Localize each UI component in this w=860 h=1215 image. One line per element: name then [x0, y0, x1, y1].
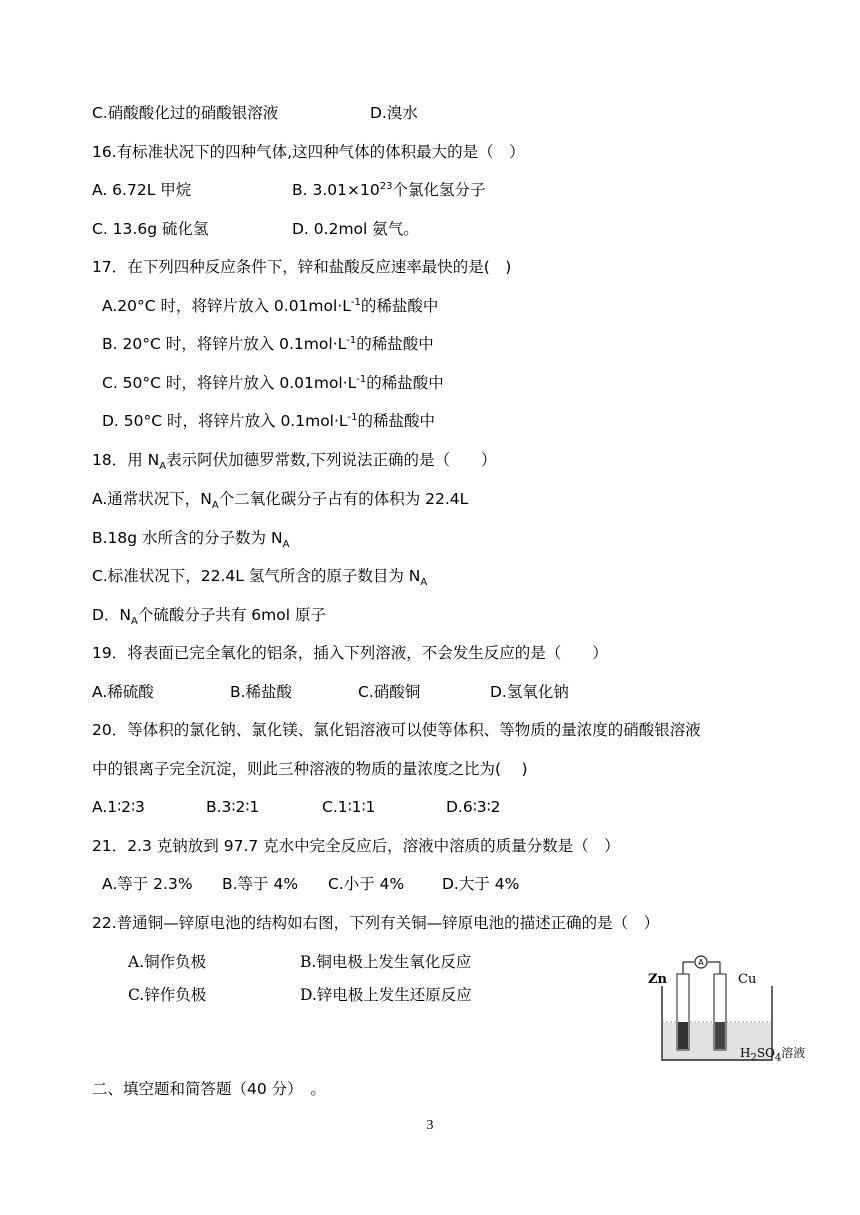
q19-option-d: D.氢氧化钠 — [490, 683, 569, 701]
q16-stem: 16.有标准状况下的四种气体,这四种气体的体积最大的是（ ） — [92, 143, 525, 161]
q19-option-b: B.稀盐酸 — [230, 683, 293, 701]
q16-option-c: C. 13.6g 硫化氢 — [92, 220, 209, 238]
section-title: 二、填空题和简答题（40 分） 。 — [92, 1080, 326, 1098]
q17-option-c: C. 50°C 时，将锌片放入 $0.01mol\cdot L^{-1}$的稀盐酸中 — [102, 373, 444, 392]
q18-option-d: D．$N_A$个硫酸分子共有 6mol 原子 — [92, 606, 326, 628]
q20-stem-line2: 中的银离子完全沉淀，则此三种溶液的物质的量浓度之比为( ) — [92, 760, 528, 778]
svg-text:A: A — [698, 958, 704, 967]
q22-stem: 22.普通铜—锌原电池的结构如右图，下列有关铜—锌原电池的描述正确的是（ ） — [92, 914, 660, 932]
q18-option-c: C.标准状况下，22.4L 氢气所含的原子数目为 $N_A$ — [92, 567, 428, 589]
q20-option-d: D.6∶3∶2 — [446, 798, 501, 816]
q17-option-b: B. 20°C 时，将锌片放入 $0.1mol\cdot L^{-1}$的稀盐酸中 — [102, 334, 434, 353]
q18-stem: 18．用 $N_A$表示阿伏加德罗常数,下列说法正确的是（ ） — [92, 451, 497, 473]
q20-stem-line1: 20．等体积的氯化钠、氯化镁、氯化铝溶液可以使等体积、等物质的量浓度的硝酸银溶液 — [92, 721, 701, 739]
q22-option-a: A.铜作负极 — [128, 953, 207, 971]
zn-label: Zn — [648, 972, 667, 987]
q17-option-a: A.20°C 时，将锌片放入 $0.01mol\cdot L^{-1}$的稀盐酸中 — [102, 296, 439, 315]
q17-stem: 17．在下列四种反应条件下，锌和盐酸反应速率最快的是( ) — [92, 258, 512, 276]
q20-option-c: C.1∶1∶1 — [322, 798, 376, 816]
q18-option-b: B.18g 水所含的分子数为 $N_A$ — [92, 529, 290, 551]
q22-option-c: C.锌作负极 — [128, 986, 207, 1004]
q18-option-a: A.通常状况下，$N_A$个二氧化碳分子占有的体积为 22.4L — [92, 490, 469, 512]
q19-option-c: C.硝酸铜 — [358, 683, 421, 701]
q22-option-b: B.铜电极上发生氧化反应 — [300, 953, 472, 971]
q21-option-c: C.小于 4% — [328, 875, 405, 893]
q15-option-d: D.溴水 — [370, 104, 418, 122]
page-number: 3 — [426, 1118, 434, 1133]
q21-option-b: B.等于 4% — [222, 875, 299, 893]
q21-option-a: A.等于 2.3% — [102, 875, 193, 893]
q21-stem: 21．2.3 克钠放到 97.7 克水中完全反应后，溶液中溶质的质量分数是（ ） — [92, 837, 620, 855]
q15-option-c: C.硝酸酸化过的硝酸银溶液 — [92, 104, 279, 122]
q20-option-b: B.3∶2∶1 — [206, 798, 260, 816]
q16-option-a: A. 6.72L 甲烷 — [92, 181, 192, 199]
q16-option-d: D. 0.2mol 氨气。 — [292, 220, 419, 238]
q19-stem: 19．将表面已完全氧化的铝条，插入下列溶液，不会发生反应的是（ ） — [92, 644, 608, 662]
q19-option-a: A.稀硫酸 — [92, 683, 154, 701]
q21-option-d: D.大于 4% — [442, 875, 520, 893]
q17-option-d: D. 50°C 时，将锌片放入 $0.1mol\cdot L^{-1}$的稀盐酸中 — [102, 411, 436, 430]
q20-option-a: A.1∶2∶3 — [92, 798, 145, 816]
q22-option-d: D.锌电极上发生还原反应 — [300, 986, 472, 1004]
solution-label: $H_2SO_4$溶液 — [740, 1046, 806, 1064]
q16-option-b: B. $3.01\times 10^{23}$个氯化氢分子 — [292, 180, 486, 199]
cu-label: Cu — [738, 972, 757, 987]
